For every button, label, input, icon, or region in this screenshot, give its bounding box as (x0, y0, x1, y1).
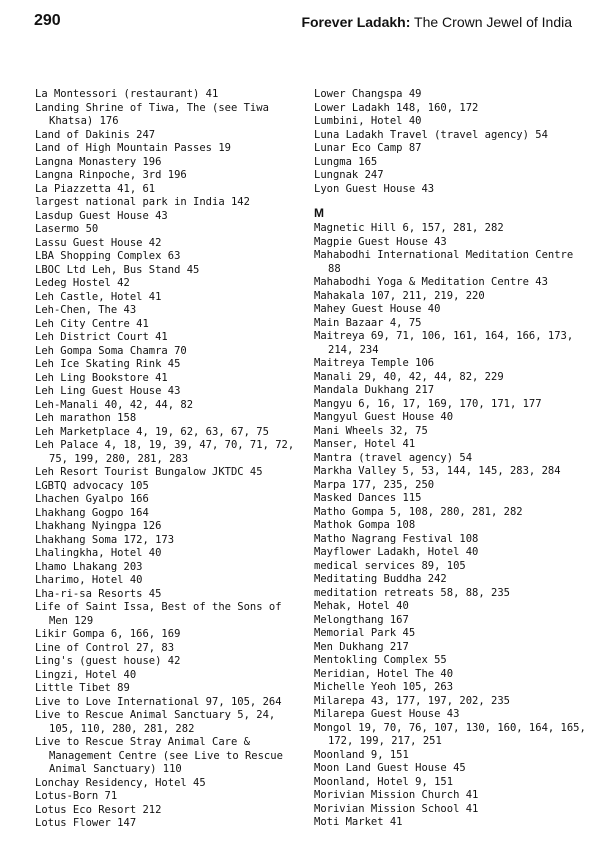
index-entry: Lonchay Residency, Hotel 45 (35, 776, 206, 789)
index-entry: Leh marathon 158 (35, 412, 137, 424)
index-entry: Michelle Yeoh 105, 263 (314, 681, 454, 693)
index-entry: Moonland, Hotel 9, 151 (314, 775, 454, 788)
index-entry: Lingzi, Hotel 40 (35, 668, 137, 681)
index-entry: LBA Shopping Complex 63 (35, 250, 181, 262)
book-subtitle: The Crown Jewel of India (414, 14, 572, 30)
index-entry: Main Bazaar 4, 75 (314, 316, 422, 329)
index-entry: LBOC Ltd Leh, Bus Stand 45 (35, 263, 200, 276)
index-column-right (314, 88, 586, 830)
index-entry: Manser, Hotel 41 (314, 438, 416, 450)
index-entry: Melongthang 167 (314, 613, 409, 626)
index-entry: Meridian, Hotel The 40 (314, 667, 454, 680)
index-entry: Mandala Dukhang 217 (314, 384, 435, 396)
section-letter-m: M (314, 206, 324, 220)
index-entry: Land of High Mountain Passes 19 (35, 142, 231, 154)
index-entry: Mahabodhi Yoga & Meditation Centre 43 (314, 276, 548, 288)
index-entry: Morivian Mission School 41 (314, 802, 479, 815)
index-entry: Moon Land Guest House 45 (314, 762, 466, 774)
index-entry: Live to Rescue Animal Sanctuary 5, 24, 105, 110, 280, 281, 282 (35, 709, 276, 735)
index-entry: Mangyu 6, 16, 17, 169, 170, 171, 177 (314, 397, 542, 410)
index-column-left (35, 88, 303, 831)
index-entry: Leh-Chen, The 43 (35, 304, 137, 316)
index-entry: Matho Nagrang Festival 108 (314, 532, 479, 545)
running-head (301, 14, 572, 30)
index-entry: Mani Wheels 32, 75 (314, 424, 428, 437)
index-entry: Masked Dances 115 (314, 492, 422, 504)
index-entry: Milarepa 43, 177, 197, 202, 235 (314, 694, 510, 707)
index-entry: Lhakhang Gogpo 164 (35, 506, 149, 519)
index-entry: Langna Rinpoche, 3rd 196 (35, 169, 187, 181)
index-entry: Manali 29, 40, 42, 44, 82, 229 (314, 370, 504, 383)
index-entry: Little Tibet 89 (35, 682, 130, 694)
index-entry: Lharimo, Hotel 40 (35, 574, 143, 586)
index-entry: Maitreya Temple 106 (314, 357, 435, 369)
page-number: 290 (34, 12, 61, 29)
index-entry: Leh City Centre 41 (35, 317, 149, 330)
index-entry: Memorial Park 45 (314, 627, 416, 639)
index-entry: Lasdup Guest House 43 (35, 209, 168, 222)
index-entry: Lungma 165 (314, 155, 378, 168)
index-entry: La Piazzetta 41, 61 (35, 182, 156, 195)
index-entry: Leh Marketplace 4, 19, 62, 63, 67, 75 (35, 425, 269, 438)
index-entry: Mayflower Ladakh, Hotel 40 (314, 546, 479, 558)
index-entry: Lotus Eco Resort 212 (35, 803, 162, 816)
index-entry: Leh-Manali 40, 42, 44, 82 (35, 398, 194, 411)
index-entry: Lhakhang Nyingpa 126 (35, 520, 162, 532)
index-entry: Lhachen Gyalpo 166 (35, 493, 149, 505)
index-entry: Live to Love International 97, 105, 264 (35, 695, 282, 708)
index-entries-l (314, 88, 586, 196)
index-entry: Leh Ling Guest House 43 (35, 385, 181, 397)
index-entry: Mehak, Hotel 40 (314, 600, 409, 612)
index-entry: medical services 89, 105 (314, 559, 466, 572)
index-entry: Langna Monastery 196 (35, 155, 162, 168)
index-entry: Magnetic Hill 6, 157, 281, 282 (314, 222, 504, 234)
index-entry: Mantra (travel agency) 54 (314, 451, 473, 464)
index-entry: Line of Control 27, 83 (35, 641, 175, 654)
index-entry: Lha-ri-sa Resorts 45 (35, 587, 162, 600)
index-entry: Meditating Buddha 242 (314, 573, 447, 585)
index-entry: Lower Ladakh 148, 160, 172 (314, 101, 479, 114)
index-entry: Lyon Guest House 43 (314, 182, 435, 195)
index-entry: Leh Castle, Hotel 41 (35, 290, 162, 303)
book-title: Forever Ladakh: (301, 14, 411, 30)
index-entry: Lhakhang Soma 172, 173 (35, 533, 175, 546)
index-entry: Leh Ice Skating Rink 45 (35, 358, 181, 370)
index-entry: Luna Ladakh Travel (travel agency) 54 (314, 128, 548, 141)
index-entry: Land of Dakinis 247 (35, 128, 156, 141)
index-entry: largest national park in India 142 (35, 196, 250, 208)
index-entry: Ling's (guest house) 42 (35, 655, 181, 667)
index-entry: Maitreya 69, 71, 106, 161, 164, 166, 173, 214, 234 (314, 330, 574, 356)
index-entries-m (314, 222, 586, 830)
index-entry: Marpa 177, 235, 250 (314, 478, 435, 491)
index-entry: Ledeg Hostel 42 (35, 277, 130, 289)
index-entry: Mahakala 107, 211, 219, 220 (314, 289, 485, 302)
index-entry: Lumbini, Hotel 40 (314, 115, 422, 127)
index-entry: Mahey Guest House 40 (314, 303, 441, 315)
index-entry: Lunar Eco Camp 87 (314, 142, 422, 154)
index-entry: Leh Ling Bookstore 41 (35, 371, 168, 384)
index-entry: Lhamo Lhakang 203 (35, 560, 143, 573)
index-entry: LGBTQ advocacy 105 (35, 479, 149, 492)
index-entry: Mahabodhi International Meditation Centre 88 (314, 249, 574, 275)
index-entry: Mongol 19, 70, 76, 107, 130, 160, 164, 165, 172, 199, 217, 251 (314, 721, 586, 747)
index-entry: Moonland 9, 151 (314, 748, 409, 761)
index-entry: Lhalingkha, Hotel 40 (35, 547, 162, 559)
index-entry: Lower Changspa 49 (314, 88, 422, 100)
index-entry: Mathok Gompa 108 (314, 519, 416, 531)
index-entry: La Montessori (restaurant) 41 (35, 88, 219, 100)
index-entry: Markha Valley 5, 53, 144, 145, 283, 284 (314, 465, 561, 477)
index-entry: Live to Rescue Stray Animal Care & Management Centre (see Live to Rescue Animal Sanctuary) 110 (35, 736, 283, 775)
index-entry: Morivian Mission Church 41 (314, 789, 479, 801)
index-entry: Men Dukhang 217 (314, 640, 409, 653)
index-entry: Leh District Court 41 (35, 331, 168, 343)
index-entry: Life of Saint Issa, Best of the Sons of Men 129 (35, 601, 282, 627)
index-entry: Magpie Guest House 43 (314, 235, 447, 248)
index-entry: Lungnak 247 (314, 169, 384, 181)
index-entry: Leh Resort Tourist Bungalow JKTDC 45 (35, 466, 263, 478)
index-entry: Moti Market 41 (314, 816, 403, 828)
index-entry: Likir Gompa 6, 166, 169 (35, 628, 181, 640)
index-entry: Milarepa Guest House 43 (314, 708, 460, 720)
index-entry: Lasermo 50 (35, 223, 99, 235)
page-header (34, 10, 572, 36)
index-entry: Leh Gompa Soma Chamra 70 (35, 344, 187, 357)
index-entry: Landing Shrine of Tiwa, The (see Tiwa Khatsa) 176 (35, 101, 269, 127)
index-entry: meditation retreats 58, 88, 235 (314, 586, 510, 599)
index-entry: Lotus Flower 147 (35, 817, 137, 829)
index-entry: Lotus-Born 71 (35, 790, 118, 802)
index-entry: Mangyul Guest House 40 (314, 411, 454, 423)
index-entry: Mentokling Complex 55 (314, 654, 447, 666)
index-entry: Matho Gompa 5, 108, 280, 281, 282 (314, 505, 523, 518)
index-entry: Leh Palace 4, 18, 19, 39, 47, 70, 71, 72, 75, 199, 280, 281, 283 (35, 439, 295, 465)
index-entry: Lassu Guest House 42 (35, 236, 162, 249)
